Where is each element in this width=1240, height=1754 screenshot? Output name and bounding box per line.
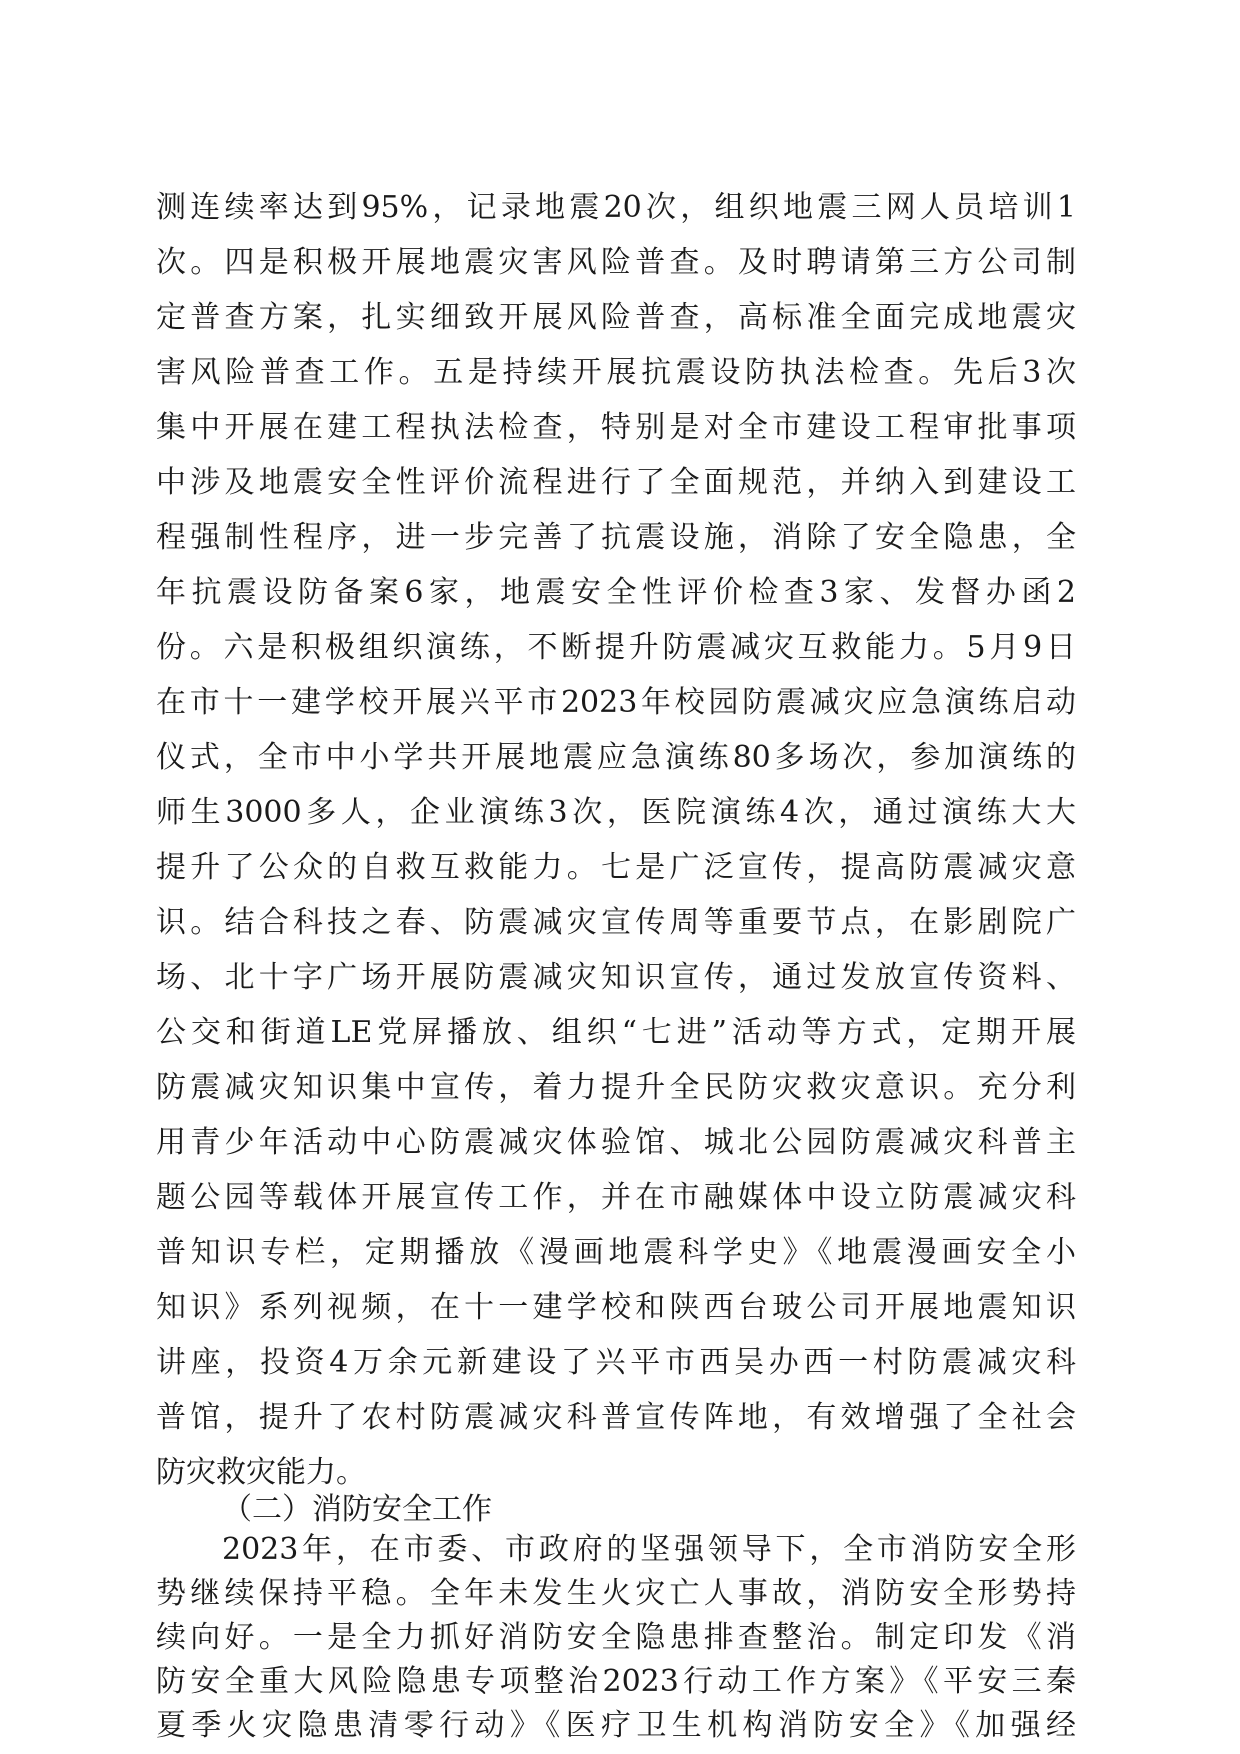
body-text-line: 2023年，在市委、市政府的坚强领导下，全市消防安全形 xyxy=(222,1532,1076,1567)
body-text-line: 在市十一建学校开展兴平市2023年校园防震减灾应急演练启动 xyxy=(156,685,1076,720)
section-heading: （二）消防安全工作 xyxy=(222,1492,492,1527)
body-text-line: 势继续保持平稳。全年未发生火灾亡人事故，消防安全形势持 xyxy=(156,1576,1076,1611)
body-text-line: 份。六是积极组织演练，不断提升防震减灾互救能力。5月9日 xyxy=(156,630,1076,665)
body-text-line: 题公园等载体开展宣传工作，并在市融媒体中设立防震减灾科 xyxy=(156,1180,1076,1215)
body-text-line: 师生3000多人，企业演练3次，医院演练4次，通过演练大大 xyxy=(156,795,1076,830)
body-text-line: 仪式，全市中小学共开展地震应急演练80多场次，参加演练的 xyxy=(156,740,1076,775)
body-text-line: 防安全重大风险隐患专项整治2023行动工作方案》《平安三秦 xyxy=(156,1664,1076,1699)
body-text-line: 识。结合科技之春、防震减灾宣传周等重要节点，在影剧院广 xyxy=(156,905,1076,940)
body-text-line: 夏季火灾隐患清零行动》《医疗卫生机构消防安全》《加强经 xyxy=(156,1708,1076,1743)
body-text-line: 提升了公众的自救互救能力。七是广泛宣传，提高防震减灾意 xyxy=(156,850,1076,885)
paragraph-end-line: 防灾救灾能力。 xyxy=(156,1455,366,1490)
body-text-line: 集中开展在建工程执法检查，特别是对全市建设工程审批事项 xyxy=(156,410,1076,445)
body-text-line: 普知识专栏，定期播放《漫画地震科学史》《地震漫画安全小 xyxy=(156,1235,1076,1270)
body-text-line: 公交和街道LE党屏播放、组织“七进”活动等方式，定期开展 xyxy=(156,1015,1076,1050)
body-text-line: 测连续率达到95%，记录地震20次，组织地震三网人员培训1 xyxy=(156,190,1076,225)
body-text-line: 场、北十字广场开展防震减灾知识宣传，通过发放宣传资料、 xyxy=(156,960,1076,995)
body-text-line: 续向好。一是全力抓好消防安全隐患排查整治。制定印发《消 xyxy=(156,1620,1076,1655)
body-text-line: 次。四是积极开展地震灾害风险普查。及时聘请第三方公司制 xyxy=(156,245,1076,280)
body-text-line: 定普查方案，扎实细致开展风险普查，高标准全面完成地震灾 xyxy=(156,300,1076,335)
body-text-line: 害风险普查工作。五是持续开展抗震设防执法检查。先后3次 xyxy=(156,355,1076,390)
body-text-line: 年抗震设防备案6家，地震安全性评价检查3家、发督办函2 xyxy=(156,575,1076,610)
body-text-line: 知识》系列视频，在十一建学校和陕西台玻公司开展地震知识 xyxy=(156,1290,1076,1325)
body-text-line: 中涉及地震安全性评价流程进行了全面规范，并纳入到建设工 xyxy=(156,465,1076,500)
body-text-line: 讲座，投资4万余元新建设了兴平市西吴办西一村防震减灾科 xyxy=(156,1345,1076,1380)
body-text-line: 防震减灾知识集中宣传，着力提升全民防灾救灾意识。充分利 xyxy=(156,1070,1076,1105)
body-text-line: 用青少年活动中心防震减灾体验馆、城北公园防震减灾科普主 xyxy=(156,1125,1076,1160)
body-text-line: 普馆，提升了农村防震减灾科普宣传阵地，有效增强了全社会 xyxy=(156,1400,1076,1435)
body-text-line: 程强制性程序，进一步完善了抗震设施，消除了安全隐患，全 xyxy=(156,520,1076,555)
